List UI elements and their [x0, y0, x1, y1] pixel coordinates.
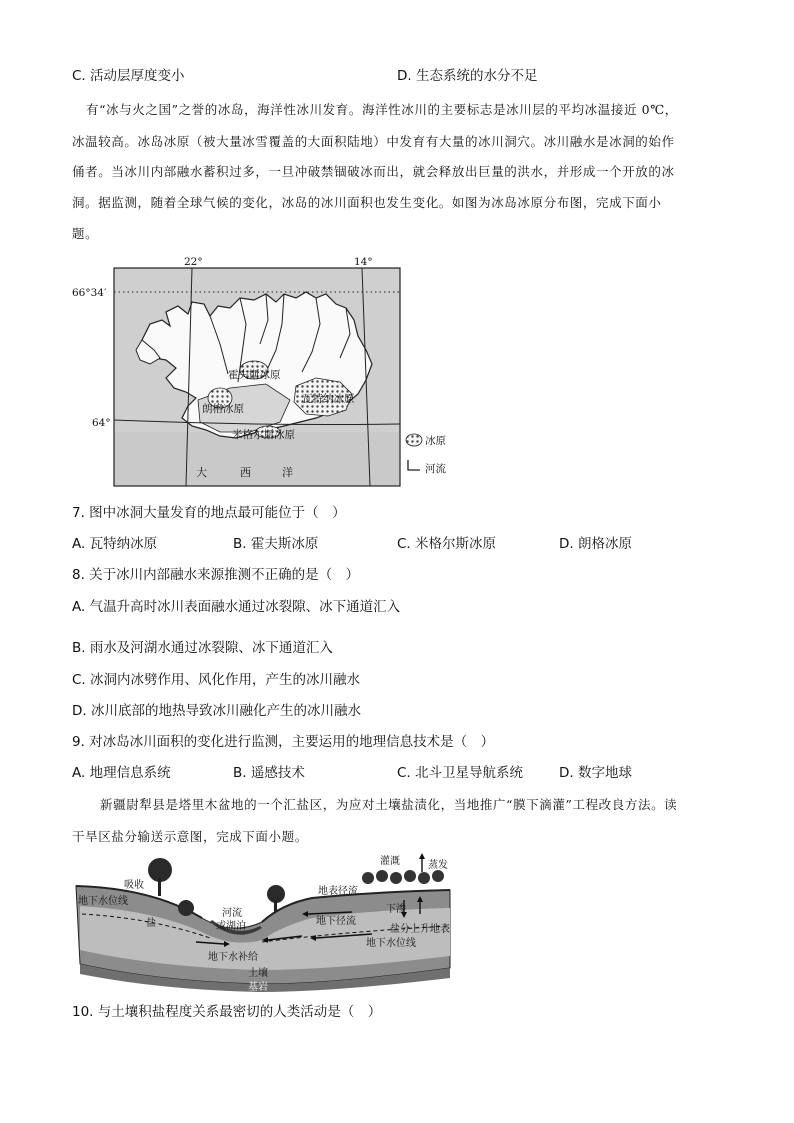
question-7-option-b[interactable]: B. 霍夫斯冰原: [233, 536, 319, 552]
label-soil: 土壤: [248, 968, 268, 979]
question-7-option-a[interactable]: A. 瓦特纳冰原: [72, 536, 158, 552]
prev-option-c: C. 活动层厚度变小: [72, 68, 185, 84]
label-irrigation: 灌溉: [380, 856, 400, 867]
question-9-option-a[interactable]: A. 地理信息系统: [72, 765, 171, 781]
passage-line: 洞。据监测，随着全球气候的变化，冰岛的冰川面积也发生变化。如图为冰岛冰原分布图，完成下面小: [72, 195, 662, 210]
iceland-glacier-map: [70, 254, 460, 490]
ocean-label: 洋: [282, 466, 293, 479]
glacier-label-hofsjokull: 霍夫斯冰原: [228, 369, 281, 381]
question-9-option-c[interactable]: C. 北斗卫星导航系统: [397, 765, 524, 781]
question-8-option-d[interactable]: D. 冰川底部的地热导致冰川融化产生的冰川融水: [72, 703, 361, 719]
label-salt-rise: 盐分上升地表: [390, 924, 450, 935]
passage-line: 冰温较高。冰岛冰原（被大量冰雪覆盖的大面积陆地）中发育有大量的冰川洞穴。冰川融水是冰洞的始作: [72, 134, 675, 149]
question-9-option-b[interactable]: B. 遥感技术: [233, 765, 305, 781]
legend-river-swatch: [408, 460, 420, 470]
lat-label-6634: 66°34′: [72, 287, 107, 299]
passage-line: 俑者。当冰川内部融水蓄积过多，一旦冲破禁锢破冰而出，就会释放出巨量的洪水，并形成一个开放的冰: [72, 164, 675, 179]
salt-transport-diagram: [72, 852, 454, 992]
label-groundwater-level-right: 地下水位线: [366, 938, 416, 949]
question-7-stem: 7. 图中冰洞大量发育的地点最可能位于（ ）: [72, 505, 346, 521]
label-salt: 盐: [146, 918, 156, 929]
legend-glacier-swatch: [406, 434, 422, 446]
passage-line: 题。: [72, 226, 99, 241]
passage-line: 新疆尉犁县是塔里木盆地的一个汇盐区，为应对土壤盐渍化，当地推广“膜下滴灌”工程改良方法。读: [100, 797, 678, 812]
question-7-option-d[interactable]: D. 朗格冰原: [559, 536, 632, 552]
question-8-option-a[interactable]: A. 气温升高时冰川表面融水通过冰裂隙、冰下通道汇入: [72, 599, 401, 615]
ocean-label: 大: [196, 466, 207, 479]
label-evaporation: 蒸发: [428, 860, 448, 871]
passage-line: 干旱区盐分输送示意图，完成下面小题。: [72, 829, 308, 844]
question-8-option-b[interactable]: B. 雨水及河湖水通过冰裂隙、冰下通道汇入: [72, 640, 333, 656]
question-10-stem: 10. 与土壤积盐程度关系最密切的人类活动是（ ）: [72, 1004, 382, 1020]
label-river-lake: 河流或湖泊: [216, 908, 246, 932]
passage-line: 有“冰与火之国”之誉的冰岛，海洋性冰川发育。海洋性冰川的主要标志是冰川层的平均冰温接近 0℃，: [86, 102, 678, 117]
lon-label-14: 14°: [354, 256, 373, 268]
lat-label-64: 64°: [92, 417, 111, 429]
tree-icon: [178, 900, 194, 916]
prev-option-d: D. 生态系统的水分不足: [397, 68, 538, 84]
legend-glacier-label: 冰原: [425, 435, 446, 447]
label-groundwater-level-left: 地下水位线: [78, 896, 128, 907]
question-8-option-c[interactable]: C. 冰洞内冰劈作用、风化作用，产生的冰川融水: [72, 672, 361, 688]
glacier-label-myrdalsjokull: 米格尔斯冰原: [232, 429, 295, 441]
question-7-option-c[interactable]: C. 米格尔斯冰原: [397, 536, 497, 552]
label-groundwater-recharge: 地下水补给: [208, 952, 258, 963]
legend-river-label: 河流: [425, 463, 446, 475]
irrigation-crops: [362, 870, 444, 884]
label-underground-runoff: 地下径流: [316, 916, 356, 927]
label-infiltration: 下渗: [386, 904, 406, 915]
label-absorb: 吸收: [124, 880, 144, 891]
lon-label-22: 22°: [184, 256, 203, 268]
question-8-stem: 8. 关于冰川内部融水来源推测不正确的是（ ）: [72, 567, 360, 583]
glacier-label-vatnajokull: 瓦特纳冰原: [302, 393, 355, 405]
ocean-label: 西: [240, 466, 251, 479]
question-9-option-d[interactable]: D. 数字地球: [559, 765, 632, 781]
label-surface-runoff: 地表径流: [318, 886, 358, 897]
question-9-stem: 9. 对冰岛冰川面积的变化进行监测，主要运用的地理信息技术是（ ）: [72, 734, 495, 750]
label-bedrock: 基岩: [248, 982, 268, 992]
glacier-label-langjokull: 朗格冰原: [202, 403, 244, 415]
